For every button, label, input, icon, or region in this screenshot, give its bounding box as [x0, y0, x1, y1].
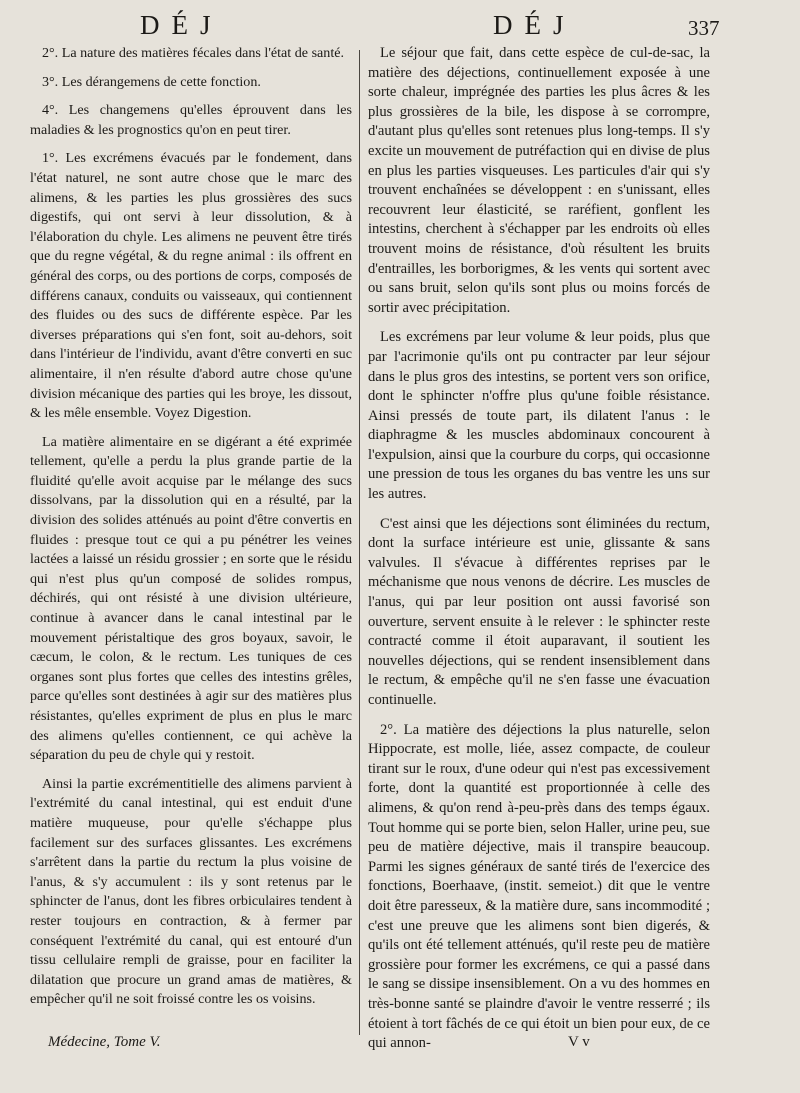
page-footer: [0, 1034, 800, 1062]
page-number: 337: [688, 16, 720, 40]
left-column: [30, 44, 352, 1019]
paragraph: C'est ainsi que les déjections sont éliminées du rectum, dont la surface intérieure est unie, glissante & sans valvules. Il s'évacue à différentes reprises par le méchanisme que nous venons de décrire. Les muscles de l'anus, qui par leur position ont aussi favorisé son ouverture, servent ensuite à le relever : le sphincter reste contracté comme il étoit auparavant, il soutient les nouvelles déjections, qui se rendent insensiblement dans le rectum, & empêche qu'il ne s'en fasse une évacuation continuelle.: [368, 515, 710, 708]
footer-volume: Médecine, Tome V.: [48, 1034, 161, 1050]
paragraph: Le séjour que fait, dans cette espèce de cul-de-sac, la matière des déjections, continuellement exposée à une sorte chaleur, imprégnée des parties les plus âcres & les plus grossières de la bile, les dispose à se corrompre, d'autant plus qu'elles sont retenues plus long-temps. Il s'y excite un mouvement de putréfaction qui en divise de plus en plus les parties visqueuses. Les particules d'air qui s'y trouvent enchaînées se développent : en s'unissant, elles recouvrent leur élasticité, se raréfient, gonflent les intestins, cherchent à s'échapper par les endroits où elles trouvent moins de résistance, d'où résultent les bruits d'entrailles, les borborigmes, & les vents qui sortent avec ou sans bruit, selon qu'ils sont plus ou moins forcés de sortir avec précipitation.: [368, 45, 710, 316]
paragraph: Les excrémens par leur volume & leur poids, plus que par l'acrimonie qu'ils ont pu contracter par leur séjour dans le plus gros des intestins, se portent vers son orifice, dont le sphincter n'offre plus qu'une foible résistance. Ainsi pressés de toute part, ils dilatent l'anus : le diaphragme & les muscles abdominaux concourent à l'expulsion, ainsi que la courbure du corps, qui occasionne une pression de tous les organes du bas ventre les uns sur les autres.: [368, 329, 710, 503]
right-column: [368, 44, 710, 1064]
paragraph: 4°. Les changemens qu'elles éprouvent dans les maladies & les prognostics qu'on en peut tirer.: [30, 102, 352, 138]
header-right-title: DÉJ: [493, 10, 576, 40]
paragraph: Ainsi la partie excrémentitielle des alimens parvient à l'extrémité du canal intestinal, qui est enduit d'une matière muqueuse, pour qu'elle s'échappe plus facilement sur des surfaces glissantes. Les excrémens s'arrêtent dans la partie du rectum la plus voisine de l'anus, & s'y accumulent : ils y sont retenus par le sphincter de l'anus, dont les fibres orbiculaires tendent à rester toujours en contraction, & à fermer par conséquent l'extrémité du canal, qui est entouré d'un tissu cellulaire rempli de graisse, pour en faciliter la dilatation que procure un grand amas de matières, & empêcher qu'il ne soit froissé contre les os voisins.: [30, 775, 352, 1008]
column-divider: [359, 50, 360, 1035]
footer-signature: V v: [568, 1034, 590, 1050]
running-header: [0, 8, 800, 44]
paragraph: 3°. Les dérangemens de cette fonction.: [42, 73, 261, 90]
paragraph: 2°. La matière des déjections la plus naturelle, selon Hippocrate, est molle, liée, assez compacte, de couleur tirant sur le roux, d'une odeur qui n'est pas excessivement forte, dont la quantité est proportionnée à celle des alimens, & qu'on rend à-peu-près dans des temps égaux. Tout homme qui se porte bien, selon Haller, urine peu, sue peu de matière déjective, mais il transpire beaucoup. Parmi les signes généraux de santé tirés de l'exercice des fonctions, Boerhaave, (instit. semeiot.) dit que le ventre doit être paresseux, & la matière dure, sans incommodité ; c'est une preuve que les alimens sont bien digerés, & qu'ils ont été tellement atténués, qu'il reste peu de matière grossière pour former les excrémens, ce qui a passé dans le sang se dissipe insensiblement. On a vu des hommes en très-bonne santé se plaindre d'avoir le ventre resserré ; ils étoient à tort fâchés de ce qui étoit un bien pour eux, de ce qui annon-: [368, 721, 710, 1052]
paragraph: La matière alimentaire en se digérant a été exprimée tellement, qu'elle a perdu la plus grande partie de la fluidité qu'elle avoit acquise par le mélange des sucs dissolvans, par la dissolution qui en a résulté, par la division des solides atténués au point d'être convertis en fluides : presque tout ce qui a pu pénétrer les veines lactées a laissé un résidu grossier ; en sorte que le résidu qui n'est plus qu'un composé de solides rompus, déchirés, qui ont résisté à une division ultérieure, continue à avancer dans le canal intestinal par le mouvement péristaltique des gros boyaux, savoir, le cæcum, le colon, & le rectum. Les tuniques de ces organes sont plus fortes que celles des intestins grêles, parce qu'elles sont destinées à agir sur des matières plus résistantes, qu'elles expriment de plus en plus le marc des alimens qu'elles contiennent, ce qui achève la séparation du peu de chyle qui y restoit.: [30, 433, 352, 764]
paragraph: 1°. Les excrémens évacués par le fondement, dans l'état naturel, ne sont autre chose que le marc des alimens, & les parties les plus grossières des sucs digestifs, qui ont servi à leur dissolution, & à l'élaboration du chyle. Les alimens ne peuvent être tirés que du regne végétal, & du regne animal : ils offrent en général des corps, ou des portions de corps, composés de différens canaux, conduits ou vaisseaux, qui contiennent des fluides ou des sucs de différente espèce. Par les diverses préparations qui s'en font, soit au-dehors, soit dans l'intérieur de l'individu, avant d'être converti en suc alimentaire, il n'en résulte d'abord autre chose qu'une division mécanique des parties qui les broye, les dissout, & les mêle ensemble. Voyez Digestion.: [30, 150, 352, 422]
header-left-title: DÉJ: [140, 10, 223, 40]
paragraph: 2°. La nature des matières fécales dans l'état de santé.: [42, 45, 345, 61]
